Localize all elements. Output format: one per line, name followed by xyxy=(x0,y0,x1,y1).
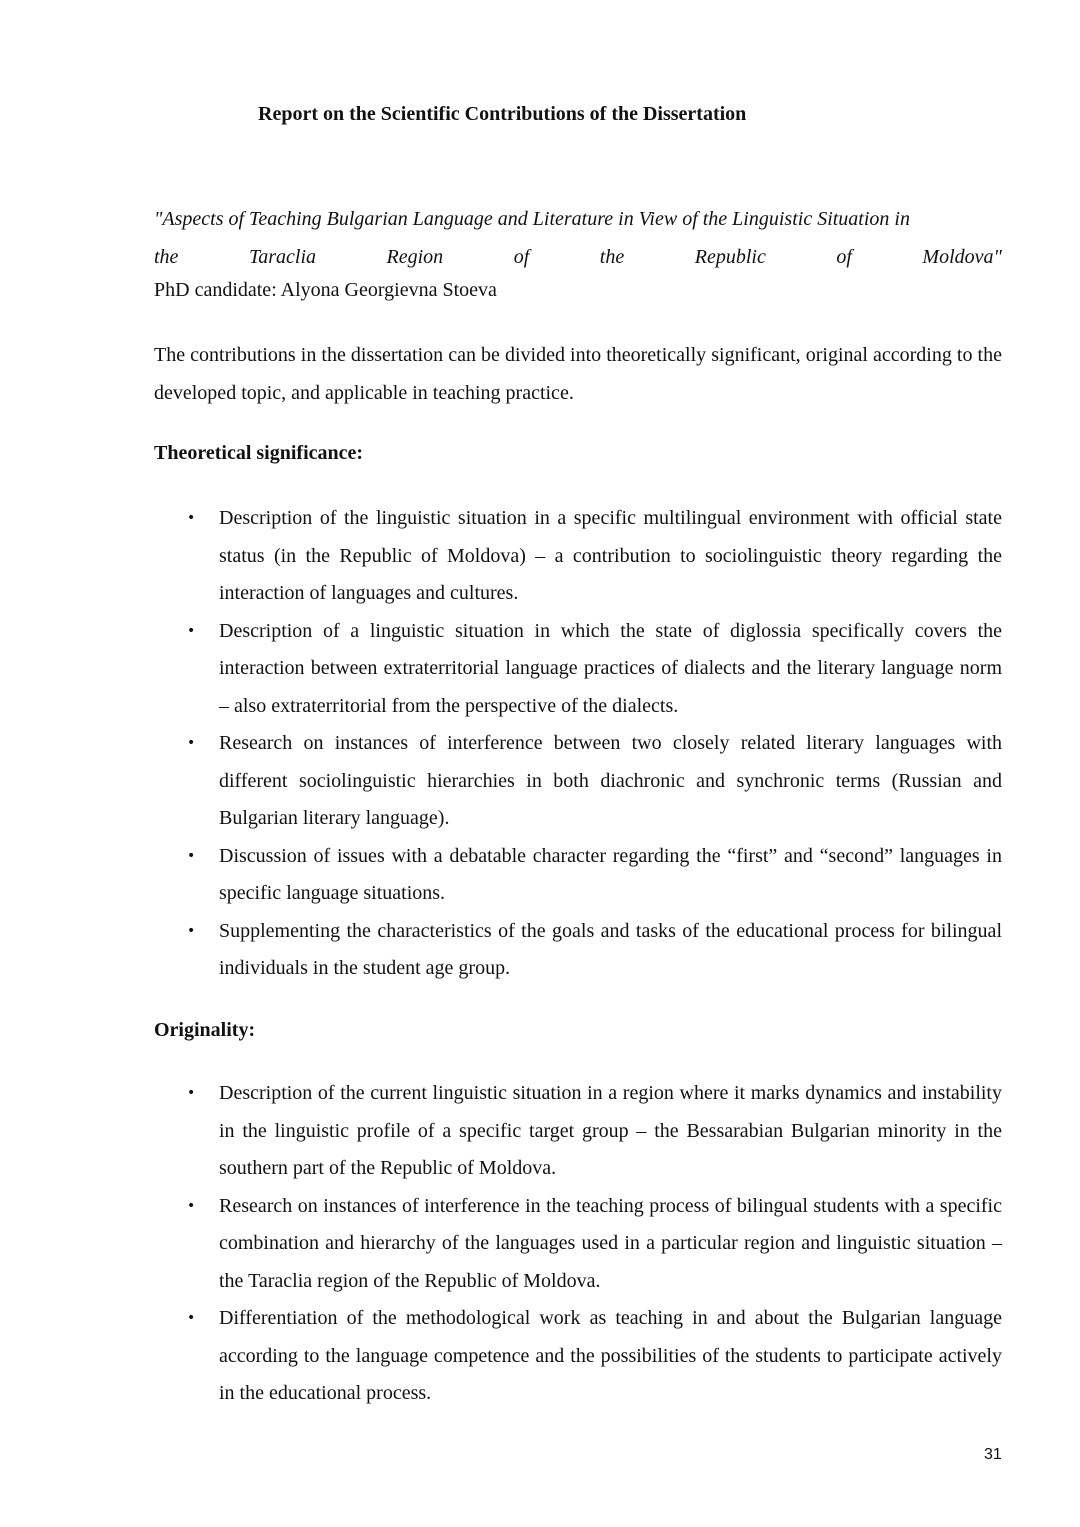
theoretical-heading: Theoretical significance: xyxy=(154,442,364,464)
list-item xyxy=(154,1300,1002,1413)
list-item xyxy=(154,838,1002,913)
list-item-text: Differentiation of the methodological work as teaching in and about the Bulgarian language according to the language competence and the possibilities of the students to participate actively in the educational process. xyxy=(219,1307,1002,1404)
list-item xyxy=(154,1075,1002,1188)
page-number: 31 xyxy=(984,1446,1002,1463)
list-item xyxy=(154,913,1002,988)
intro-paragraph: The contributions in the dissertation can be divided into theoretically significant, original according to the developed topic, and applicable in teaching practice. xyxy=(154,344,1002,404)
title-word: the xyxy=(599,246,625,268)
title-word: Region xyxy=(386,246,444,268)
list-item-text: Description of a linguistic situation in which the state of diglossia specifically covers the interaction between extraterritorial language practices of dialects and the literary language norm – also extraterritorial from the perspective of the dialects. xyxy=(219,619,1002,717)
list-item-text: Description of the current linguistic situation in a region where it marks dynamics and instability in the linguistic profile of a specific target group – the Bessarabian Bulgarian minority in the southern part of the Republic of Moldova. xyxy=(219,1082,1002,1179)
list-item-text: Description of the linguistic situation in a specific multilingual environment with official state status (in the Republic of Moldova) – a contribution to sociolinguistic theory regarding the interaction of languages and cultures. xyxy=(219,507,1002,604)
theoretical-list xyxy=(154,500,1002,988)
title-word: Taraclia xyxy=(248,246,317,268)
list-item xyxy=(154,500,1002,613)
list-item xyxy=(154,613,1002,726)
dissertation-title-line-1: "Aspects of Teaching Bulgarian Language and Literature in View of the Linguistic Situation in xyxy=(154,208,910,230)
bullet-icon: • xyxy=(187,1085,196,1101)
list-item-text: Research on instances of interference between two closely related literary languages with different sociolinguistic hierarchies in both diachronic and synchronic terms (Russian and Bulgarian literary language). xyxy=(219,732,1002,829)
title-word: Republic xyxy=(694,246,766,268)
title-word: the xyxy=(154,246,179,268)
bullet-icon: • xyxy=(187,922,196,939)
title-word: of xyxy=(513,246,530,268)
list-item-text: Research on instances of interference in the teaching process of bilingual students with a specific combination and hierarchy of the languages used in a particular region and linguistic situation – the Taraclia region of the Republic of Moldova. xyxy=(219,1194,1002,1292)
originality-heading: Originality: xyxy=(154,1019,256,1041)
dissertation-title-line-2 xyxy=(154,238,1002,276)
bullet-icon: • xyxy=(187,1310,196,1326)
report-title: Report on the Scientific Contributions of the Dissertation xyxy=(258,103,747,125)
list-item-text: Discussion of issues with a debatable character regarding the “first” and “second” languages in specific language situations. xyxy=(219,844,1002,904)
list-item-text: Supplementing the characteristics of the goals and tasks of the educational process for bilingual individuals in the student age group. xyxy=(219,919,1002,979)
title-word: Moldova" xyxy=(922,246,1002,268)
title-word: of xyxy=(836,246,852,268)
bullet-icon: • xyxy=(187,847,196,864)
list-item xyxy=(154,1188,1002,1301)
phd-candidate: PhD candidate: Alyona Georgievna Stoeva xyxy=(154,279,497,301)
bullet-icon: • xyxy=(187,622,196,639)
bullet-icon: • xyxy=(187,1197,196,1214)
list-item xyxy=(154,725,1002,838)
bullet-icon: • xyxy=(187,735,196,751)
bullet-icon: • xyxy=(187,510,196,526)
dissertation-title xyxy=(154,200,1002,276)
originality-list xyxy=(154,1075,1002,1413)
